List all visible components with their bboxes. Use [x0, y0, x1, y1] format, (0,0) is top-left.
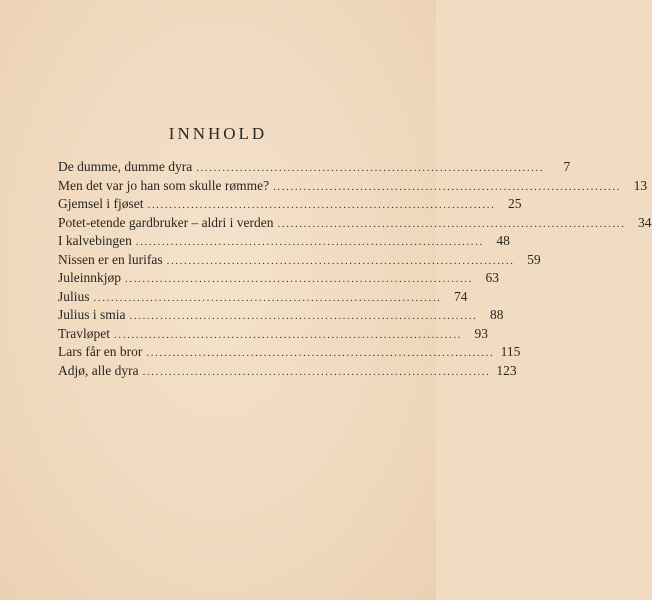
toc-leader-dots: ................................................................................	[93, 291, 442, 304]
toc-leader-dots: ................................................................................	[166, 254, 515, 267]
toc-entry-page: 63	[485, 270, 499, 285]
toc-entry	[58, 232, 510, 251]
toc-entry-title: Gjemsel i fjøset	[58, 196, 144, 211]
toc-entry	[58, 195, 522, 214]
toc-entry	[58, 177, 648, 196]
toc-entry-page: 25	[507, 196, 522, 211]
toc-entry	[58, 269, 499, 288]
toc-entry	[58, 158, 571, 177]
toc-entry-title: I kalvebingen	[58, 233, 132, 248]
toc-entry-page: 115	[500, 344, 521, 359]
toc-entry	[58, 251, 541, 270]
toc-entry-page: 88	[490, 307, 504, 322]
toc-entry	[58, 362, 517, 381]
toc-leader-dots: ................................................................................	[147, 199, 496, 211]
toc-entry	[58, 343, 521, 362]
toc-entry-title: De dumme, dumme dyra	[58, 159, 193, 174]
toc-entry-title: Julius i smia	[58, 307, 126, 322]
table-of-contents	[58, 158, 652, 380]
toc-entry	[58, 325, 489, 344]
toc-leader-dots: ................................................................................	[273, 180, 622, 193]
toc-leader-dots: ................................................................................	[196, 162, 545, 174]
toc-leader-dots: ................................................................................	[129, 310, 478, 322]
toc-entry-title: Adjø, alle dyra	[58, 362, 139, 378]
toc-entry-title: Potet-etende gardbruker – aldri i verden	[58, 214, 274, 230]
toc-entry-title: Lars får en bror	[58, 344, 143, 359]
toc-entry	[58, 214, 652, 233]
toc-entry-page: 123	[496, 362, 517, 378]
toc-entry-page: 7	[563, 159, 571, 174]
page-title: INNHOLD	[168, 124, 268, 143]
toc-leader-dots: ................................................................................	[146, 347, 495, 359]
toc-leader-dots: ................................................................................	[114, 328, 463, 341]
toc-entry-page: 13	[633, 177, 648, 193]
toc-entry-page: 93	[474, 325, 489, 341]
toc-entry-title: Julius	[58, 288, 90, 304]
toc-entry	[58, 306, 504, 325]
toc-leader-dots: ................................................................................	[125, 273, 473, 285]
toc-leader-dots: ................................................................................	[135, 236, 484, 248]
toc-entry-title: Men det var jo han som skulle rømme?	[58, 177, 270, 193]
toc-entry-title: Travløpet	[58, 325, 111, 341]
toc-entry-page: 74	[454, 288, 468, 304]
toc-entry-page: 48	[496, 233, 510, 248]
toc-entry	[58, 288, 468, 307]
toc-entry-title: Nissen er en lurifas	[58, 251, 163, 267]
toc-leader-dots: ................................................................................	[277, 217, 626, 230]
toc-entry-page: 59	[527, 251, 541, 267]
toc-entry-title: Juleinnkjøp	[58, 270, 121, 285]
toc-entry-page: 34	[638, 214, 652, 230]
toc-leader-dots: ................................................................................	[142, 365, 491, 378]
